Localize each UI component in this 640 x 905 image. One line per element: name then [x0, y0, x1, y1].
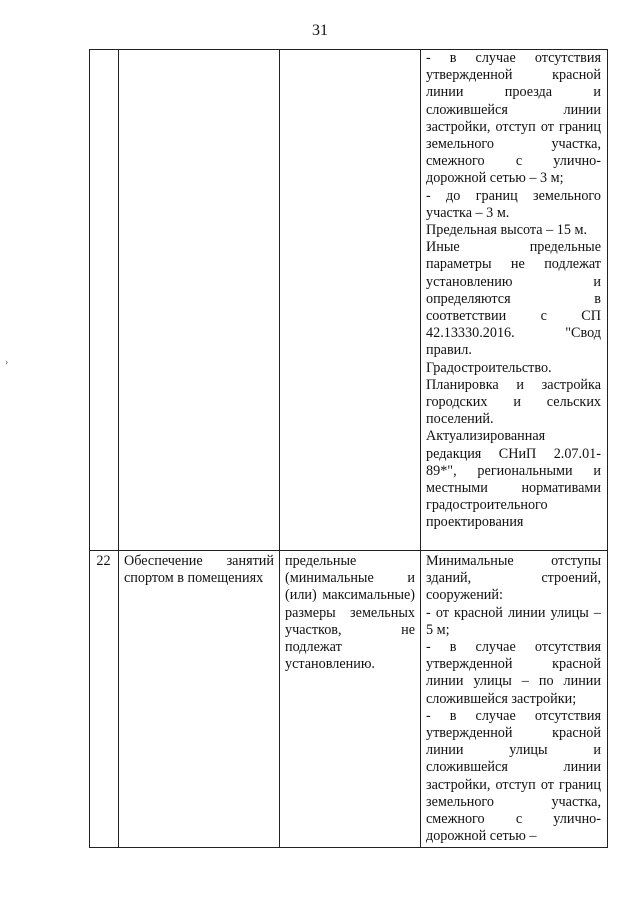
table-border-left — [89, 49, 90, 848]
page-number: 31 — [312, 22, 328, 39]
table-border-bottom — [89, 847, 608, 848]
table-column-divider — [279, 49, 280, 848]
land-use-name-cell: Обеспечение занятий спортом в помещениях — [124, 553, 274, 587]
land-plot-sizes-cell: предельные (минимальные и (или) максимальные) размеры земельных участков, не подлежат установлению. — [285, 553, 415, 673]
continuation-parameters-cell — [426, 50, 601, 532]
parameter-line: Предельная высота – 15 м. — [426, 222, 588, 239]
parameter-line: - до границ земельного участка – 3 м. — [426, 187, 601, 221]
parameter-line: - в случае отсутствия утвержденной красной линии улицы и сложившейся линии застройки, отступ от границ земельного участка, смежного с улично-дорожной сетью – — [426, 707, 601, 845]
table-column-divider — [118, 49, 119, 848]
row-22-parameters-cell — [426, 553, 601, 845]
parameter-line: Иные предельные параметры не подлежат установлению и определяются в соответствии с СП 42.13330.2016. "Свод правил. Градостроительство. Планировка и застройка городских и сельских поселений. Актуализированная редакция СНиП 2.07.01-89*", региональными и местными нормативами градостроительного проектирования — [426, 239, 601, 531]
parameter-line: - в случае отсутствия утвержденной красной линии улицы – по линии сложившейся застройки; — [426, 639, 601, 707]
row-number: 22 — [96, 553, 111, 569]
scan-mark: › — [5, 357, 9, 368]
table-column-divider — [420, 49, 421, 848]
parameter-line: Минимальные отступы зданий, строений, сооружений: — [426, 553, 601, 604]
table-row-divider — [89, 550, 608, 551]
parameter-line: - в случае отсутствия утвержденной красной линии проезда и сложившейся линии застройки, отступ от границ земельного участка, смежного с улично-дорожной сетью – 3 м; — [426, 50, 601, 187]
table-border-right — [607, 49, 608, 848]
parameter-line: - от красной линии улицы – 5 м; — [426, 604, 601, 638]
